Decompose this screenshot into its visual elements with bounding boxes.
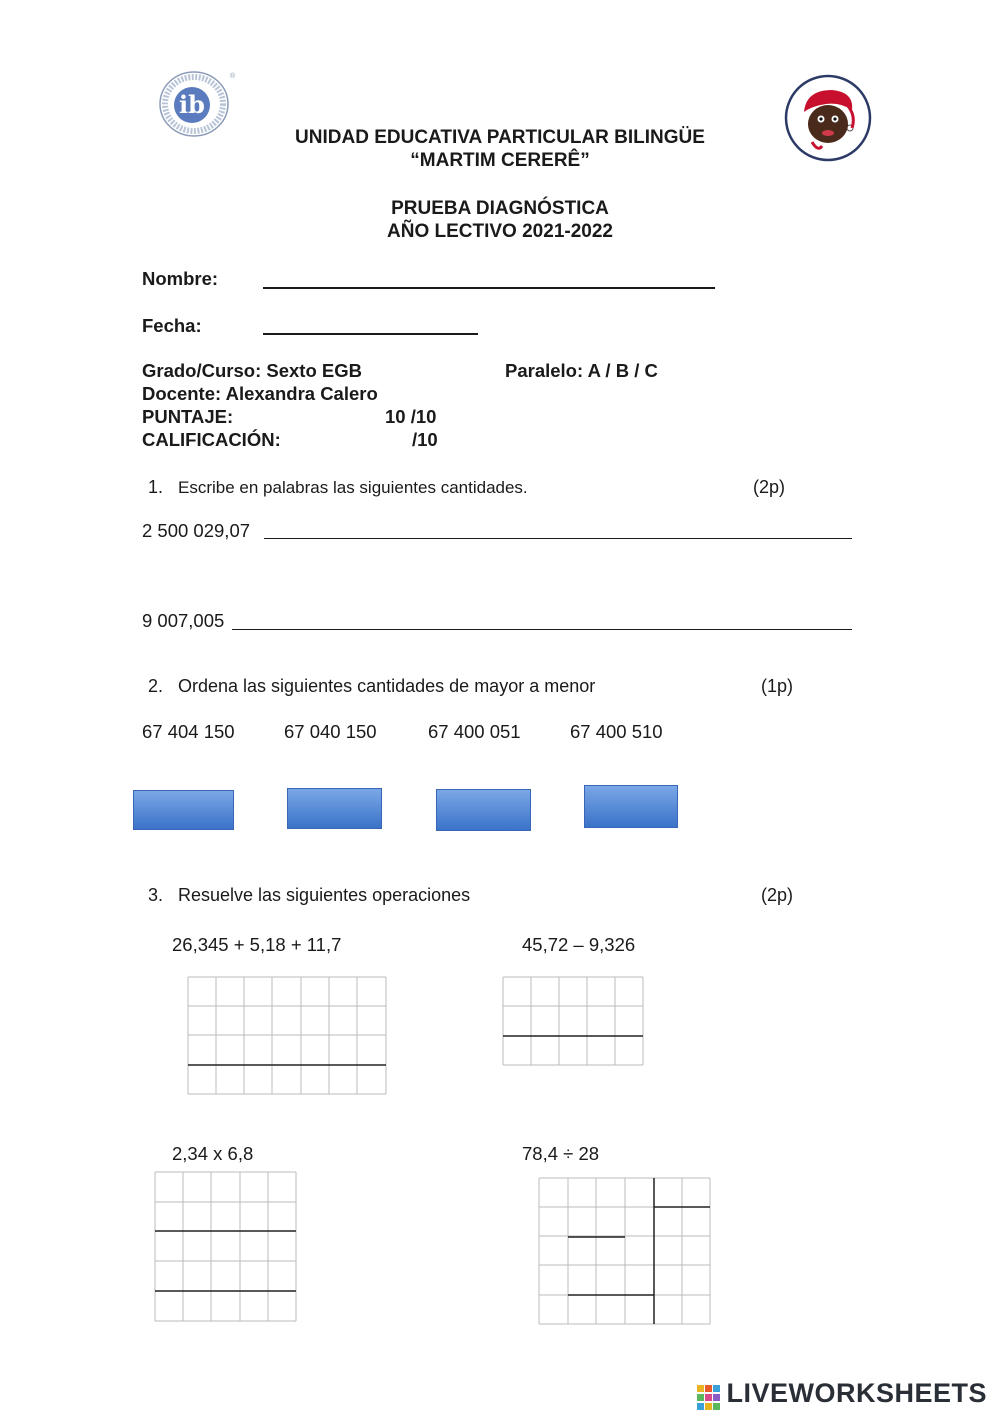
q1-text: Escribe en palabras las siguientes cantidades. xyxy=(178,478,528,497)
q1-answer-line-1[interactable] xyxy=(264,538,852,539)
school-name-line1: UNIDAD EDUCATIVA PARTICULAR BILINGÜE xyxy=(295,127,705,148)
calificacion-value: /10 xyxy=(412,429,438,450)
test-heading xyxy=(200,197,800,243)
q1-amount-1: 2 500 029,07 xyxy=(142,520,251,541)
q3-grid-1[interactable] xyxy=(187,976,387,1096)
liveworksheets-footer xyxy=(696,1378,987,1412)
school-name xyxy=(200,126,800,172)
school-year: AÑO LECTIVO 2021-2022 xyxy=(387,221,613,242)
q2-answer-box-4[interactable] xyxy=(584,785,678,828)
q3-number: 3. xyxy=(148,885,164,905)
q1-points: (2p) xyxy=(753,477,786,497)
school-name-line2: “MARTIM CERERÊ” xyxy=(410,150,590,171)
q2-answer-box-2[interactable] xyxy=(287,788,382,829)
fecha-field[interactable] xyxy=(263,333,478,335)
q2-answer-box-3[interactable] xyxy=(436,789,531,831)
q2-points: (1p) xyxy=(761,676,794,696)
svg-text:ib: ib xyxy=(179,90,205,119)
q3-grid-2[interactable] xyxy=(502,976,645,1067)
q2-number: 2. xyxy=(148,676,164,696)
grado-curso: Grado/Curso: Sexto EGB xyxy=(142,360,362,381)
liveworksheets-brand: LIVEWORKSHEETS xyxy=(726,1378,987,1408)
liveworksheets-icon xyxy=(696,1384,722,1412)
test-title: PRUEBA DIAGNÓSTICA xyxy=(391,198,609,219)
puntaje-label: PUNTAJE: xyxy=(142,406,234,427)
q2-text: Ordena las siguientes cantidades de mayor a menor xyxy=(178,676,596,696)
paralelo: Paralelo: A / B / C xyxy=(505,360,658,381)
svg-text:®: ® xyxy=(230,73,236,80)
q2-number-2: 67 040 150 xyxy=(284,721,377,742)
q1-amount-2: 9 007,005 xyxy=(142,610,225,631)
q1-number: 1. xyxy=(148,477,164,497)
q3-operation-2: 45,72 – 9,326 xyxy=(522,934,636,955)
q2-number-4: 67 400 510 xyxy=(570,721,663,742)
q3-operation-3: 2,34 x 6,8 xyxy=(172,1143,254,1164)
q3-operation-4: 78,4 ÷ 28 xyxy=(522,1143,600,1164)
q3-operation-1: 26,345 + 5,18 + 11,7 xyxy=(172,934,342,955)
calificacion-label: CALIFICACIÓN: xyxy=(142,429,281,450)
nombre-label: Nombre: xyxy=(142,268,219,289)
q2-answer-box-1[interactable] xyxy=(133,790,234,830)
q3-text: Resuelve las siguientes operaciones xyxy=(178,885,471,905)
q2-number-3: 67 400 051 xyxy=(428,721,521,742)
docente: Docente: Alexandra Calero xyxy=(142,383,378,404)
q1-answer-line-2[interactable] xyxy=(232,629,852,630)
q3-points: (2p) xyxy=(761,885,794,905)
puntaje-value: 10 /10 xyxy=(385,406,437,427)
q2-number-1: 67 404 150 xyxy=(142,721,235,742)
nombre-field[interactable] xyxy=(263,287,715,289)
q3-grid-4[interactable] xyxy=(538,1177,712,1327)
q3-grid-3[interactable] xyxy=(154,1171,298,1323)
fecha-label: Fecha: xyxy=(142,315,202,336)
